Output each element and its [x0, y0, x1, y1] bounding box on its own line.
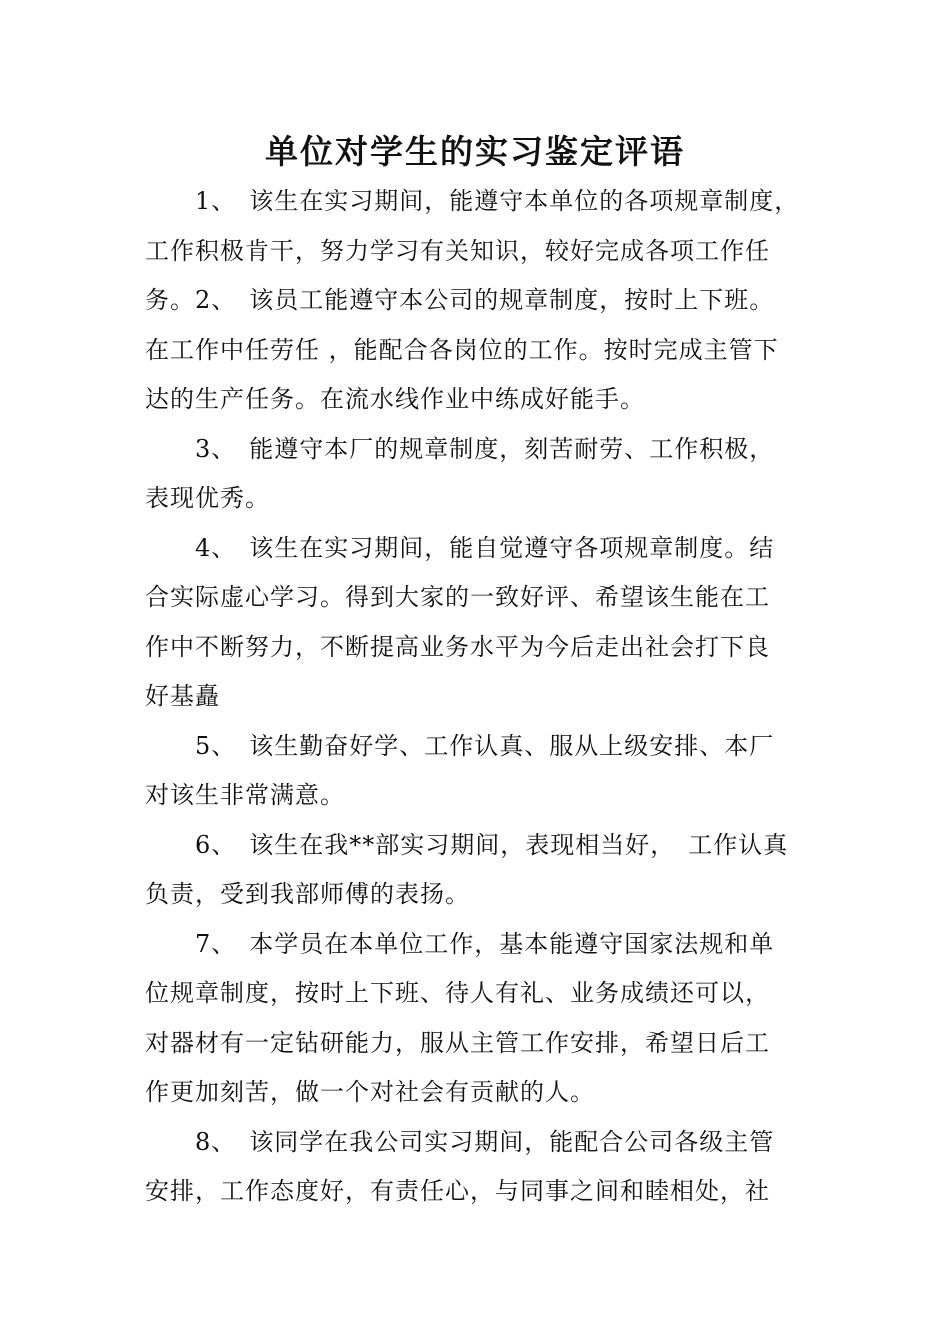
text-line: 8、 该同学在我公司实习期间，能配合公司各级主管: [145, 1128, 775, 1156]
text-line: 对器材有一定钻研能力，服从主管工作安排，希望日后工: [145, 1029, 770, 1057]
text-line: 7、 本学员在本单位工作，基本能遵守国家法规和单: [145, 930, 775, 958]
text-line: 对该生非常满意。: [145, 781, 345, 809]
text-line: 4、 该生在实习期间，能自觉遵守各项规章制度。结: [145, 534, 775, 562]
text-line: 5、 该生勤奋好学、工作认真、服从上级安排、本厂: [145, 732, 775, 760]
text-line: 在工作中任劳任 ，能配合各岗位的工作。按时完成主管下: [145, 336, 779, 364]
text-line: 作中不断努力，不断提高业务水平为今后走出社会打下良: [145, 633, 770, 661]
text-line: 好基矗: [145, 682, 220, 710]
text-line: 工作积极肯干，努力学习有关知识，较好完成各项工作任: [145, 237, 770, 265]
text-line: 达的生产任务。在流水线作业中练成好能手。: [145, 385, 645, 413]
text-line: 表现优秀。: [145, 484, 270, 512]
text-line: 1、 该生在实习期间，能遵守本单位的各项规章制度，: [145, 187, 800, 215]
text-line: 6、 该生在我**部实习期间，表现相当好， 工作认真: [145, 831, 789, 859]
text-line: 位规章制度，按时上下班、待人有礼、业务成绩还可以，: [145, 979, 770, 1007]
document-title: 单位对学生的实习鉴定评语: [265, 132, 685, 171]
text-line: 3、 能遵守本厂的规章制度，刻苦耐劳、工作积极，: [145, 435, 775, 463]
text-line: 作更加刻苦，做一个对社会有贡献的人。: [145, 1078, 595, 1106]
text-line: 务。2、 该员工能遵守本公司的规章制度，按时上下班。: [145, 286, 775, 314]
text-line: 负责，受到我部师傅的表扬。: [145, 880, 470, 908]
text-line: 安排，工作态度好，有责任心，与同事之间和睦相处，社: [145, 1177, 770, 1205]
text-line: 合实际虚心学习。得到大家的一致好评、希望该生能在工: [145, 583, 770, 611]
